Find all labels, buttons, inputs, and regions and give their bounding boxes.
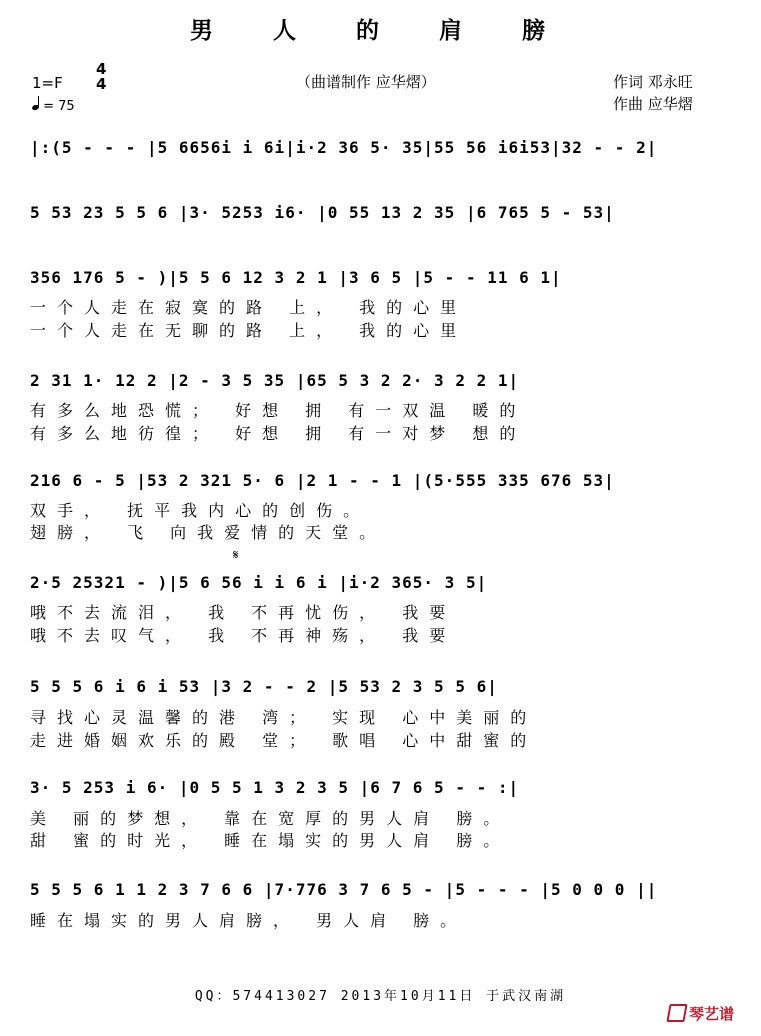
lyric-verse-2: 甜 蜜的时光， 睡在塌实的男人肩 膀。 bbox=[30, 831, 511, 850]
key-signature: 1=F bbox=[32, 74, 63, 92]
notation-line: 5 5 5 6 i 6 i 53 |3 2 - - 2 |5 53 2 3 5 5 6| bbox=[30, 677, 498, 696]
score-row-3 bbox=[30, 268, 730, 298]
notation-line: 216 6 - 5 |53 2 321 5· 6 |2 1 - - 1 |(5·555 335 676 53| bbox=[30, 471, 615, 490]
score-row-1 bbox=[30, 138, 730, 168]
notation-line: |:(5 - - - |5 6656i i 6i|i·2 36 5· 35|55 56 i6i53|32 - - 2| bbox=[30, 138, 658, 157]
score-row-2 bbox=[30, 203, 730, 233]
watermark-text: 琴艺谱 bbox=[689, 1005, 735, 1023]
lyric-verse-2: 哦不去叹气， 我 不再神殇， 我要 bbox=[30, 626, 457, 645]
lyric-verse-2: 一个人走在无聊的路 上， 我的心里 bbox=[30, 321, 468, 340]
score-row-7 bbox=[30, 677, 730, 707]
footer-credit: QQ：574413027 2013年10月11日 于武汉南湖 bbox=[194, 989, 567, 1004]
quarter-note-icon bbox=[31, 104, 39, 111]
lyric-verse-1: 睡在塌实的男人肩膀， 男人肩 膀。 bbox=[30, 911, 468, 930]
notation-line: 2·5 25321 - )|5 6 56 i i 6 i |i·2 365· 3 5| bbox=[30, 573, 488, 592]
producer-credit: （曲谱制作 应华熠） bbox=[296, 73, 436, 91]
time-signature-bottom: 4 bbox=[96, 75, 107, 93]
lyric-verse-1: 哦不去流泪， 我 不再忧伤， 我要 bbox=[30, 603, 457, 622]
lyric-verse-1: 美 丽的梦想， 靠在宽厚的男人肩 膀。 bbox=[30, 809, 511, 828]
tempo-value: = 75 bbox=[43, 99, 75, 114]
notation-line: 5 53 23 5 5 6 |3· 5253 i6· |0 55 13 2 35 |6 765 5 - 53| bbox=[30, 203, 615, 222]
lyric-verse-1: 有多么地恐慌； 好想 拥 有一双温 暖的 bbox=[30, 401, 527, 420]
score-row-8 bbox=[30, 778, 730, 808]
watermark-logo bbox=[668, 1003, 734, 1024]
lyricist-credit: 作词 邓永旺 bbox=[613, 73, 693, 91]
song-title: 男 人 的 肩 膀 bbox=[189, 18, 572, 44]
notation-line: 2 31 1· 12 2 |2 - 3 5 35 |65 5 3 2 2· 3 2 2 1| bbox=[30, 371, 520, 390]
notation-line: 356 176 5 - )|5 5 6 12 3 2 1 |3 6 5 |5 - - 11 6 1| bbox=[30, 268, 562, 287]
score-row-9 bbox=[30, 880, 730, 910]
time-signature bbox=[96, 62, 106, 92]
score-row-5 bbox=[30, 471, 730, 501]
notation-line: 5 5 5 6 1 1 2 3 7 6 6 |7·776 3 7 6 5 - |5 - - - |5 0 0 0 || bbox=[30, 880, 658, 899]
lyric-verse-1: 双手， 抚平我内心的创伤。 bbox=[30, 501, 371, 520]
lyric-verse-1: 一个人走在寂寞的路 上， 我的心里 bbox=[30, 298, 468, 317]
logo-icon bbox=[666, 1004, 687, 1022]
segno-sign: 𝄋 bbox=[233, 548, 239, 563]
notation-line: 3· 5 253 i 6· |0 5 5 1 3 2 3 5 |6 7 6 5 - - :| bbox=[30, 778, 520, 797]
lyric-verse-1: 寻找心灵温馨的港 湾； 实现 心中美丽的 bbox=[30, 708, 538, 727]
score-row-4 bbox=[30, 371, 730, 401]
time-signature-top: 4 bbox=[96, 60, 107, 78]
score-row-6 bbox=[30, 573, 730, 603]
lyric-verse-2: 翅膀， 飞 向我爱情的天堂。 bbox=[30, 523, 387, 542]
lyric-verse-2: 有多么地彷徨； 好想 拥 有一对梦 想的 bbox=[30, 424, 527, 443]
tempo-marking bbox=[32, 96, 75, 114]
lyric-verse-2: 走进婚姻欢乐的殿 堂； 歌唱 心中甜蜜的 bbox=[30, 731, 538, 750]
composer-credit: 作曲 应华熠 bbox=[613, 95, 693, 113]
